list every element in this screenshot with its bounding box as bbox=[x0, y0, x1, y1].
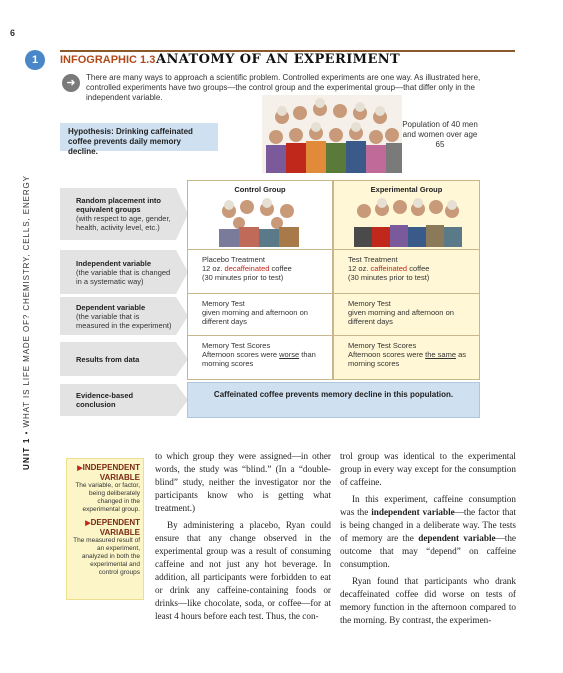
term-independent-variable: independent variable bbox=[371, 507, 455, 517]
body-paragraph: Ryan found that participants who drank decaffeinated coffee did worse on tests of memory function in the afternoon compared to the morning. By contrast, the experimen- bbox=[340, 576, 516, 625]
experimental-treatment-post: coffee bbox=[409, 264, 430, 273]
experimental-results-title: Memory Test Scores bbox=[348, 341, 417, 350]
body-text: —the factor that is being changed in a deliberate way. The tests of memory are the bbox=[340, 507, 516, 543]
body-column-left bbox=[155, 450, 331, 627]
row-results bbox=[60, 342, 188, 376]
triangle-right-icon: ▶ bbox=[77, 465, 83, 472]
experimental-test-title: Memory Test bbox=[348, 299, 391, 308]
glossary-sidebar bbox=[66, 458, 144, 600]
glossary-term-independent bbox=[70, 463, 140, 482]
intro-text: There are many ways to approach a scientific problem. Controlled experiments are one way. As illustrated here, controlled experiments have two groups—the control group and the experimental group—that differ only in the independent variable. bbox=[86, 73, 481, 102]
control-treatment-post: coffee bbox=[271, 264, 292, 273]
body-paragraph: to which group they were assigned—in other words, the study was “blind.” (In a “double-blind” study, neither the investigator nor the participants know who is getting what treatment.) bbox=[155, 451, 331, 513]
glossary-term-independent-label: INDEPENDENT VARIABLE bbox=[82, 463, 140, 482]
row-sub: (the variable that is changed in a systematic way) bbox=[76, 267, 171, 286]
experimental-results-pre: Afternoon scores were bbox=[348, 350, 424, 359]
row-dependent-variable bbox=[60, 297, 188, 335]
row-title: Independent variable bbox=[76, 258, 152, 268]
experimental-results-post: as morning scores bbox=[348, 350, 467, 368]
population-photo bbox=[262, 95, 402, 173]
row-random-placement bbox=[60, 188, 188, 240]
control-results-post: than morning scores bbox=[202, 350, 316, 368]
body-paragraph-variables bbox=[340, 493, 516, 571]
row-title: Evidence-based conclusion bbox=[76, 391, 134, 409]
control-treatment-key: decaffeinated bbox=[224, 264, 270, 273]
control-results-pre: Afternoon scores were bbox=[202, 350, 278, 359]
hypothesis-box: Hypothesis: Drinking caffeinated coffee prevents daily memory decline. bbox=[60, 123, 218, 151]
control-results-title: Memory Test Scores bbox=[202, 341, 271, 350]
page-number: 6 bbox=[10, 28, 16, 38]
control-treatment-title: Placebo Treatment bbox=[202, 255, 265, 264]
running-head bbox=[22, 175, 31, 470]
body-column-right bbox=[340, 450, 516, 631]
row-title: Results from data bbox=[76, 354, 140, 364]
control-results-key: worse bbox=[279, 350, 300, 359]
control-treatment-cell bbox=[187, 250, 333, 294]
experimental-test-cell bbox=[333, 294, 480, 336]
infographic-label: INFOGRAPHIC 1.3 bbox=[60, 54, 156, 66]
experimental-results-key: the same bbox=[425, 350, 456, 359]
experimental-test-desc: given morning and afternoon on different days bbox=[348, 308, 454, 326]
experimental-treatment-key: caffeinated bbox=[370, 264, 408, 273]
experimental-treatment-amount: 12 oz. bbox=[348, 264, 369, 273]
row-title: Random placement into equivalent groups bbox=[76, 196, 162, 214]
population-illustration bbox=[262, 95, 402, 173]
glossary-def-independent: The variable, or factor, being deliberately changed in the experimental group. bbox=[75, 482, 140, 513]
triangle-right-icon: ▶ bbox=[85, 520, 91, 527]
control-treatment-amount: 12 oz. bbox=[202, 264, 223, 273]
control-group-photo bbox=[215, 197, 305, 247]
running-head-bullet: • bbox=[22, 427, 31, 435]
control-group-cell bbox=[187, 180, 333, 250]
body-text: —the outcome that may “depend” on caffeine consumption. bbox=[340, 533, 516, 569]
experimental-results-text bbox=[348, 350, 473, 368]
control-results-text bbox=[202, 350, 326, 368]
row-sub: (with respect to age, gender, health, activity level, etc.) bbox=[76, 214, 171, 232]
experimental-group-photo bbox=[352, 197, 462, 247]
control-treatment-note: (30 minutes prior to test) bbox=[202, 273, 284, 282]
control-group-heading: Control Group bbox=[234, 185, 286, 194]
control-test-desc: given morning and afternoon on different days bbox=[202, 308, 308, 326]
experimental-treatment-note: (30 minutes prior to test) bbox=[348, 273, 430, 282]
running-head-text: WHAT IS LIFE MADE OF? CHEMISTRY, CELLS, ENERGY bbox=[22, 175, 31, 428]
body-paragraph: By administering a placebo, Ryan could ensure that any change observed in the experimental group was a result of consuming caffeine and not just any hot beverage. In addition, all participants were forbidden to eat or drink any caffeine-containing foods or drinks—like chocolate, soda, or coffee—for at least 4 hours before each test. Thus, the con- bbox=[155, 520, 331, 621]
row-title: Dependent variable bbox=[76, 302, 146, 312]
row-independent-variable bbox=[60, 250, 188, 294]
experimental-treatment-cell bbox=[333, 250, 480, 294]
population-label: Population of 40 men and women over age 65 bbox=[402, 120, 478, 149]
control-results-cell bbox=[187, 336, 333, 380]
glossary-term-dependent bbox=[70, 518, 140, 537]
row-conclusion bbox=[60, 384, 188, 416]
glossary-term-dependent-label: DEPENDENT VARIABLE bbox=[90, 518, 140, 537]
term-dependent-variable: dependent variable bbox=[418, 533, 496, 543]
experimental-treatment-line bbox=[348, 264, 473, 273]
experimental-results-cell bbox=[333, 336, 480, 380]
experimental-group-heading: Experimental Group bbox=[370, 185, 443, 194]
experimental-group-cell bbox=[333, 180, 480, 250]
control-treatment-line bbox=[202, 264, 326, 273]
arrow-right-icon: ➜ bbox=[62, 74, 80, 92]
row-sub: (the variable that is measured in the experiment) bbox=[76, 311, 172, 330]
body-paragraph: trol group was identical to the experimental group in every way except for the consumption of caffeine. bbox=[340, 451, 516, 487]
control-test-cell bbox=[187, 294, 333, 336]
conclusion-box: Caffeinated coffee prevents memory decline in this population. bbox=[187, 382, 480, 418]
unit-badge: 1 bbox=[25, 50, 45, 70]
body-text: In this experiment, caffeine consumption was the bbox=[340, 494, 516, 517]
running-head-unit: UNIT 1 bbox=[22, 437, 31, 470]
experimental-treatment-title: Test Treatment bbox=[348, 255, 398, 264]
infographic-title: ANATOMY OF AN EXPERIMENT bbox=[156, 52, 401, 67]
control-test-title: Memory Test bbox=[202, 299, 245, 308]
glossary-def-dependent: The measured result of an experiment, analyzed in both the experimental and control groups bbox=[73, 537, 140, 576]
